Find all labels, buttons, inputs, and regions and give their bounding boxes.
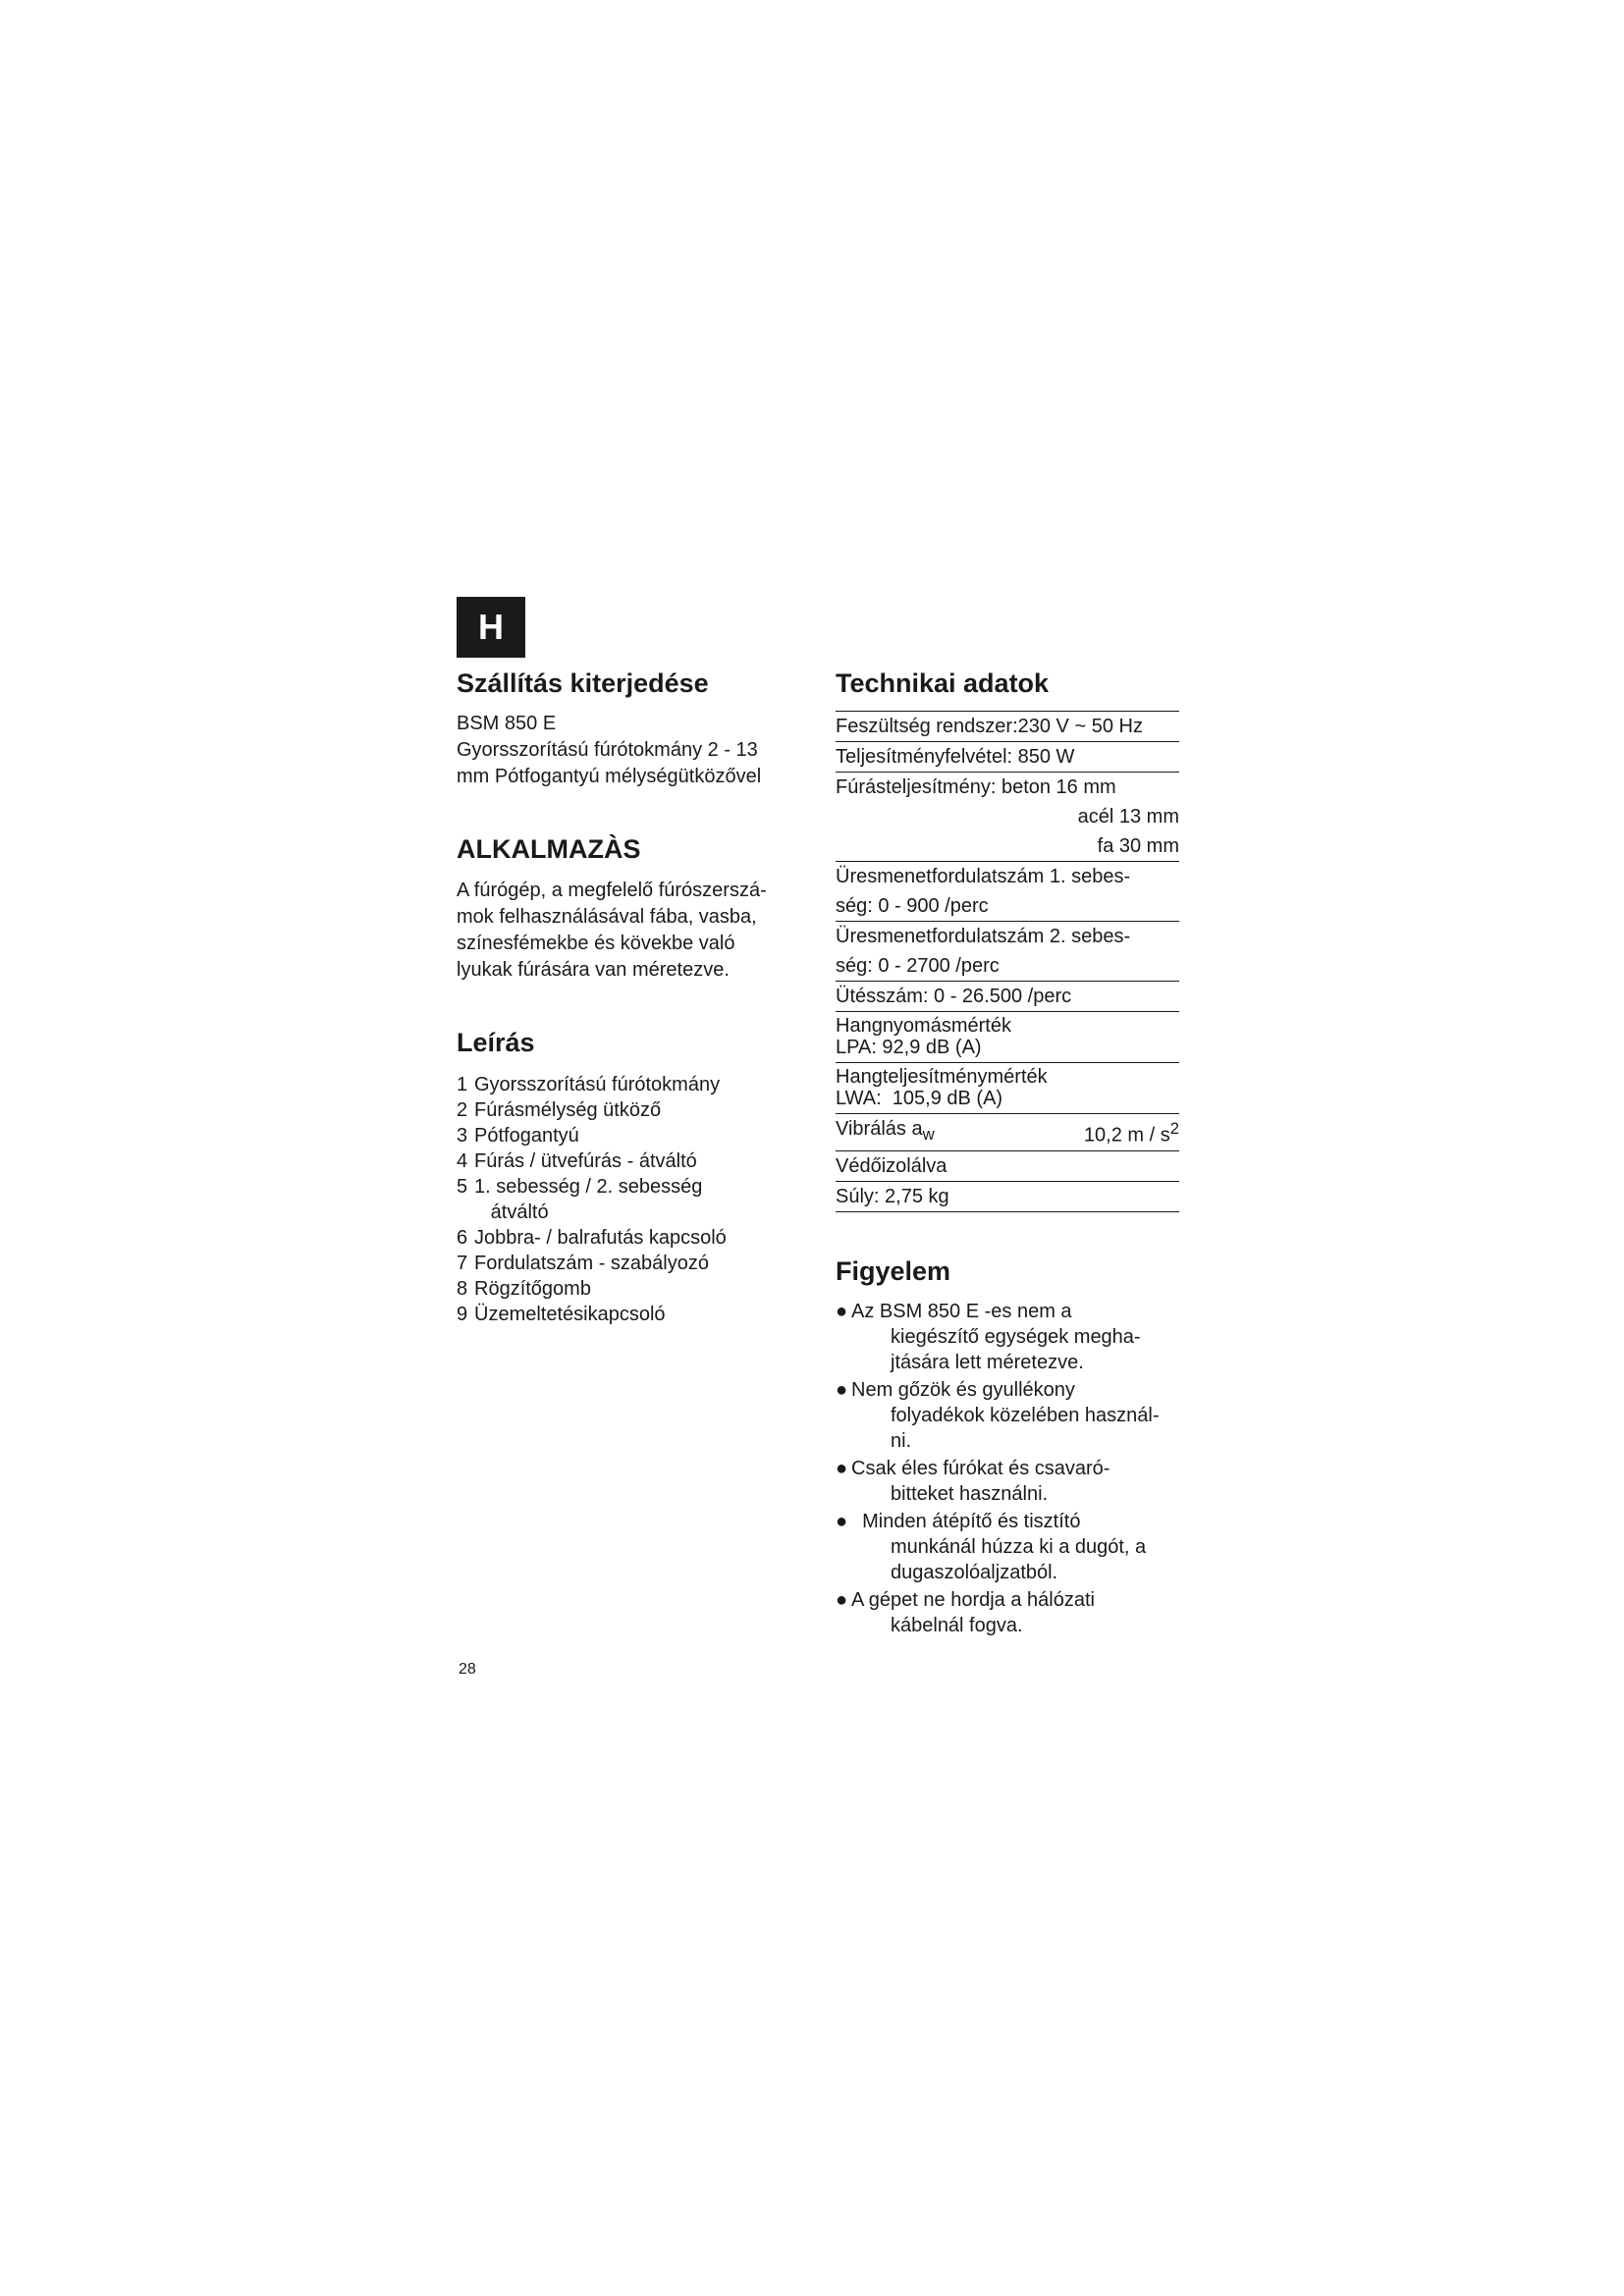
description-section xyxy=(457,1027,810,1327)
spec-text: ség: 0 - 2700 /perc xyxy=(836,955,1000,978)
bullet-line: kiegészítő egységek megha- xyxy=(891,1326,1141,1349)
spec-row-power xyxy=(836,741,1179,772)
list-item xyxy=(457,1251,810,1276)
bullet-text xyxy=(851,1299,1179,1375)
warning-list xyxy=(836,1299,1179,1638)
spec-text: Teljesítményfelvétel: 850 W xyxy=(836,746,1075,769)
item-number: 6 xyxy=(457,1227,468,1250)
list-item xyxy=(836,1456,1179,1507)
spec-row-vibration xyxy=(836,1113,1179,1150)
language-badge: H xyxy=(457,597,525,658)
parts-list xyxy=(457,1072,810,1327)
spec-text: Ütésszám: 0 - 26.500 /perc xyxy=(836,986,1072,1008)
item-line: 1. sebesség / 2. sebesség xyxy=(474,1176,703,1199)
list-item xyxy=(457,1276,810,1302)
list-item xyxy=(836,1377,1179,1454)
delivery-line: mm Pótfogantyú mélységütközővel xyxy=(457,766,762,788)
spec-row-voltage xyxy=(836,711,1179,741)
page-number: 28 xyxy=(459,1661,476,1678)
bullet-text xyxy=(851,1509,1179,1585)
bullet-icon: ● xyxy=(836,1589,848,1612)
list-item xyxy=(457,1097,810,1123)
item-text: Üzemeltetésikapcsoló xyxy=(474,1304,666,1326)
spec-text: Hangteljesítménymérték xyxy=(836,1066,1048,1089)
warning-section xyxy=(836,1255,1179,1638)
application-line: színesfémekbe és kövekbe való xyxy=(457,932,735,954)
spec-text: fa 30 mm xyxy=(1097,835,1179,858)
bullet-icon: ● xyxy=(836,1379,848,1402)
spec-text: ség: 0 - 900 /perc xyxy=(836,895,989,918)
item-number: 4 xyxy=(457,1150,468,1173)
vibration-subscript: w xyxy=(922,1125,935,1145)
item-line: átváltó xyxy=(474,1201,549,1224)
bullet-line: Minden átépítő és tisztító xyxy=(851,1511,1081,1533)
item-number: 8 xyxy=(457,1278,468,1301)
right-column xyxy=(836,667,1179,1640)
bullet-line: Az BSM 850 E -es nem a xyxy=(851,1301,1072,1323)
bullet-line: Nem gőzök és gyullékony xyxy=(851,1379,1075,1402)
list-item xyxy=(836,1509,1179,1585)
bullet-line: jtására lett méretezve. xyxy=(891,1352,1084,1374)
bullet-text xyxy=(851,1587,1179,1638)
item-text: Fordulatszám - szabályozó xyxy=(474,1253,709,1275)
description-title: Leírás xyxy=(457,1027,535,1057)
item-number: 7 xyxy=(457,1253,468,1275)
application-line: lyukak fúrására van méretezve. xyxy=(457,958,730,981)
technical-data-section xyxy=(836,667,1179,1212)
item-number: 9 xyxy=(457,1304,468,1326)
item-text: Pótfogantyú xyxy=(474,1125,579,1148)
technical-data-title: Technikai adatok xyxy=(836,668,1050,698)
bullet-icon: ● xyxy=(836,1511,848,1533)
spec-text: Üresmenetfordulatszám 1. sebes- xyxy=(836,866,1131,888)
bullet-line: folyadékok közelében használ- xyxy=(891,1405,1160,1427)
list-item xyxy=(457,1225,810,1251)
spec-row-sound-pressure xyxy=(836,1011,1179,1062)
left-column xyxy=(457,667,810,1327)
spec-text: Fúrásteljesítmény: beton 16 mm xyxy=(836,776,1116,799)
bullet-text xyxy=(851,1456,1179,1507)
application-title: ALKALMAZÀS xyxy=(457,834,641,865)
item-text: Jobbra- / balrafutás kapcsoló xyxy=(474,1227,727,1250)
bullet-text xyxy=(851,1377,1179,1454)
item-text: Rögzítőgomb xyxy=(474,1278,591,1301)
application-section xyxy=(457,833,810,983)
delivery-line: Gyorsszorítású fúrótokmány 2 - 13 xyxy=(457,739,758,762)
spec-row-idle-speed-1 xyxy=(836,861,1179,921)
delivery-line: BSM 850 E xyxy=(457,713,557,735)
bullet-icon: ● xyxy=(836,1458,848,1480)
bullet-line: munkánál húzza ki a dugót, a xyxy=(891,1536,1147,1559)
item-number: 3 xyxy=(457,1125,468,1148)
spec-text: Súly: 2,75 kg xyxy=(836,1186,949,1208)
delivery-scope-section xyxy=(457,667,810,790)
item-text: Fúrás / ütvefúrás - átváltó xyxy=(474,1150,697,1173)
spec-text: LWA: 105,9 dB (A) xyxy=(836,1088,1003,1110)
spec-label xyxy=(836,1114,935,1150)
spec-text: Védőizolálva xyxy=(836,1155,947,1178)
bullet-line: dugaszolóaljzatból. xyxy=(891,1562,1058,1584)
list-item xyxy=(457,1302,810,1327)
vibration-label: Vibrálás a xyxy=(836,1118,923,1141)
spec-text: Feszültség rendszer:230 V ~ 50 Hz xyxy=(836,716,1143,738)
item-number: 5 xyxy=(457,1176,468,1199)
list-item xyxy=(836,1299,1179,1375)
spec-row-insulation xyxy=(836,1150,1179,1181)
spec-table xyxy=(836,711,1179,1212)
spec-value xyxy=(1084,1114,1179,1150)
application-text xyxy=(457,878,810,984)
vibration-superscript: 2 xyxy=(1169,1119,1179,1139)
spec-text: acél 13 mm xyxy=(1077,806,1179,828)
bullet-line: A gépet ne hordja a hálózati xyxy=(851,1589,1095,1612)
bullet-line: Csak éles fúrókat és csavaró- xyxy=(851,1458,1110,1480)
list-item xyxy=(836,1587,1179,1638)
delivery-scope-text xyxy=(457,711,810,790)
list-item xyxy=(457,1174,810,1225)
spec-row-impact-rate xyxy=(836,981,1179,1011)
spec-text: LPA: 92,9 dB (A) xyxy=(836,1037,982,1059)
delivery-scope-title: Szállítás kiterjedése xyxy=(457,668,709,698)
spec-row-idle-speed-2 xyxy=(836,921,1179,981)
bullet-icon: ● xyxy=(836,1301,848,1323)
spec-row-weight xyxy=(836,1181,1179,1212)
list-item xyxy=(457,1123,810,1148)
bullet-line: ni. xyxy=(891,1430,912,1453)
list-item xyxy=(457,1148,810,1174)
warning-title: Figyelem xyxy=(836,1256,951,1287)
bullet-line: bitteket használni. xyxy=(891,1483,1049,1506)
spec-line xyxy=(836,1114,1179,1150)
vibration-value: 10,2 m / s xyxy=(1083,1125,1170,1148)
spec-text: Hangnyomásmérték xyxy=(836,1015,1011,1038)
item-text: Gyorsszorítású fúrótokmány xyxy=(474,1074,721,1096)
list-item xyxy=(457,1072,810,1097)
spec-row-drilling-capacity xyxy=(836,772,1179,861)
item-text xyxy=(474,1174,702,1225)
item-text: Fúrásmélység ütköző xyxy=(474,1099,662,1122)
application-line: A fúrógép, a megfelelő fúrószerszá- xyxy=(457,879,767,901)
item-number: 2 xyxy=(457,1099,468,1122)
application-line: mok felhasználásával fába, vasba, xyxy=(457,905,757,928)
item-number: 1 xyxy=(457,1074,468,1096)
spec-text: Üresmenetfordulatszám 2. sebes- xyxy=(836,926,1131,948)
spec-row-sound-power xyxy=(836,1062,1179,1113)
bullet-line: kábelnál fogva. xyxy=(891,1615,1023,1637)
